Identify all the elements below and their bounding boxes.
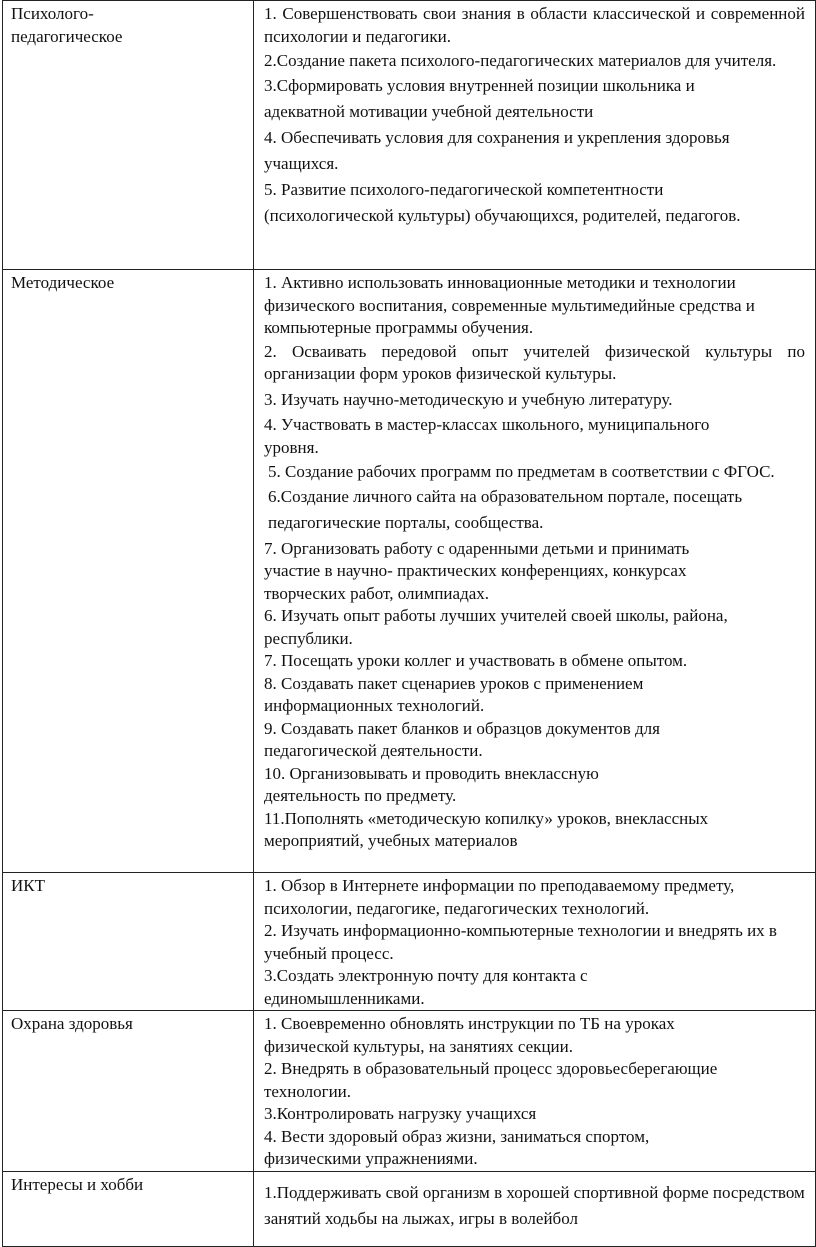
list-item: 11.Пополнять «методическую копилку» уроков, внеклассных мероприятий, учебных материалов bbox=[264, 808, 709, 850]
list-item: 3.Контролировать нагрузку учащихся bbox=[264, 1104, 537, 1123]
list-item: 3. Изучать научно-методическую и учебную литературу. bbox=[264, 389, 673, 409]
goals-cell bbox=[254, 1011, 816, 1172]
table-row bbox=[3, 1011, 816, 1172]
category-label: ИКТ bbox=[11, 876, 45, 895]
list-item: 1. Обзор в Интернете информации по преподаваемому предмету, психологии, педагогике, педагогических технологий. bbox=[264, 876, 735, 918]
list-item: 1.Поддерживать свой организм в хорошей спортивной форме посредством занятий ходьбы на лыжах, игры в волейбол bbox=[264, 1182, 805, 1228]
list-item: 4. Участвовать в мастер-классах школьного, муниципального уровня. bbox=[264, 415, 710, 457]
category-cell bbox=[3, 1171, 254, 1246]
category-label: Охрана здоровья bbox=[11, 1014, 133, 1033]
list-item: 2. Изучать информационно-компьютерные технологии и внедрять их в учебный процесс. bbox=[264, 921, 777, 963]
self-education-plan-table bbox=[2, 0, 816, 1247]
goals-cell bbox=[254, 1, 816, 270]
category-label: Психолого-педагогическое bbox=[11, 4, 123, 46]
list-item: 6.Создание личного сайта на образовательном портале, посещать педагогические порталы, сообщества. bbox=[268, 486, 743, 532]
table-row bbox=[3, 1, 816, 270]
list-item: 6. Изучать опыт работы лучших учителей своей школы, района, республики. bbox=[264, 606, 728, 648]
list-item: 10. Организовывать и проводить внеклассную деятельность по предмету. bbox=[264, 763, 599, 805]
category-label: Интересы и хобби bbox=[11, 1174, 144, 1194]
list-item: 9. Создавать пакет бланков и образцов документов для педагогической деятельности. bbox=[264, 718, 660, 760]
list-item: 3.Создать электронную почту для контакта с единомышленниками. bbox=[264, 966, 588, 1008]
list-item: 1. Совершенствовать свои знания в области классической и современной психологии и педагогики. bbox=[264, 4, 805, 46]
category-cell bbox=[3, 270, 254, 873]
list-item: 7. Посещать уроки коллег и участвовать в обмене опытом. bbox=[264, 651, 688, 670]
category-cell bbox=[3, 1011, 254, 1172]
list-item: 8. Создавать пакет сценариев уроков с применением информационных технологий. bbox=[264, 673, 644, 715]
list-item: 5. Развитие психолого-педагогической компетентности (психологической культуры) обучающихся, родителей, педагогов. bbox=[264, 179, 741, 225]
list-item: 5. Создание рабочих программ по предметам в соответствии с ФГОС. bbox=[268, 462, 775, 481]
category-label: Методическое bbox=[11, 273, 115, 292]
table-row bbox=[3, 270, 816, 873]
category-cell bbox=[3, 873, 254, 1011]
list-item: 1. Активно использовать инновационные методики и технологии физического воспитания, современные мультимедийные средства и компьютерные программы обучения. bbox=[264, 273, 755, 337]
list-item: 2. Внедрять в образовательный процесс здоровьесберегающие технологии. bbox=[264, 1059, 718, 1101]
category-cell bbox=[3, 1, 254, 270]
list-item: 2. Осваивать передовой опыт учителей физической культуры по организации форм уроков физической культуры. bbox=[264, 341, 805, 383]
list-item: 7. Организовать работу с одаренными детьми и принимать участие в научно- практических конференциях, конкурсах творческих работ, олимпиадах. bbox=[264, 538, 690, 603]
list-item: 2.Создание пакета психолого-педагогических материалов для учителя. bbox=[264, 51, 777, 70]
list-item: 1. Своевременно обновлять инструкции по ТБ на уроках физической культуры, на занятиях секции. bbox=[264, 1014, 675, 1056]
goals-cell bbox=[254, 873, 816, 1011]
goals-cell bbox=[254, 270, 816, 873]
goals-cell bbox=[254, 1171, 816, 1246]
table-row bbox=[3, 1171, 816, 1246]
list-item: 4. Обеспечивать условия для сохранения и укрепления здоровья учащихся. bbox=[264, 127, 730, 173]
table-row bbox=[3, 873, 816, 1011]
list-item: 4. Вести здоровый образ жизни, заниматься спортом, физическими упражнениями. bbox=[264, 1126, 650, 1168]
list-item: 3.Сформировать условия внутренней позиции школьника и адекватной мотивации учебной деятельности bbox=[264, 75, 695, 121]
